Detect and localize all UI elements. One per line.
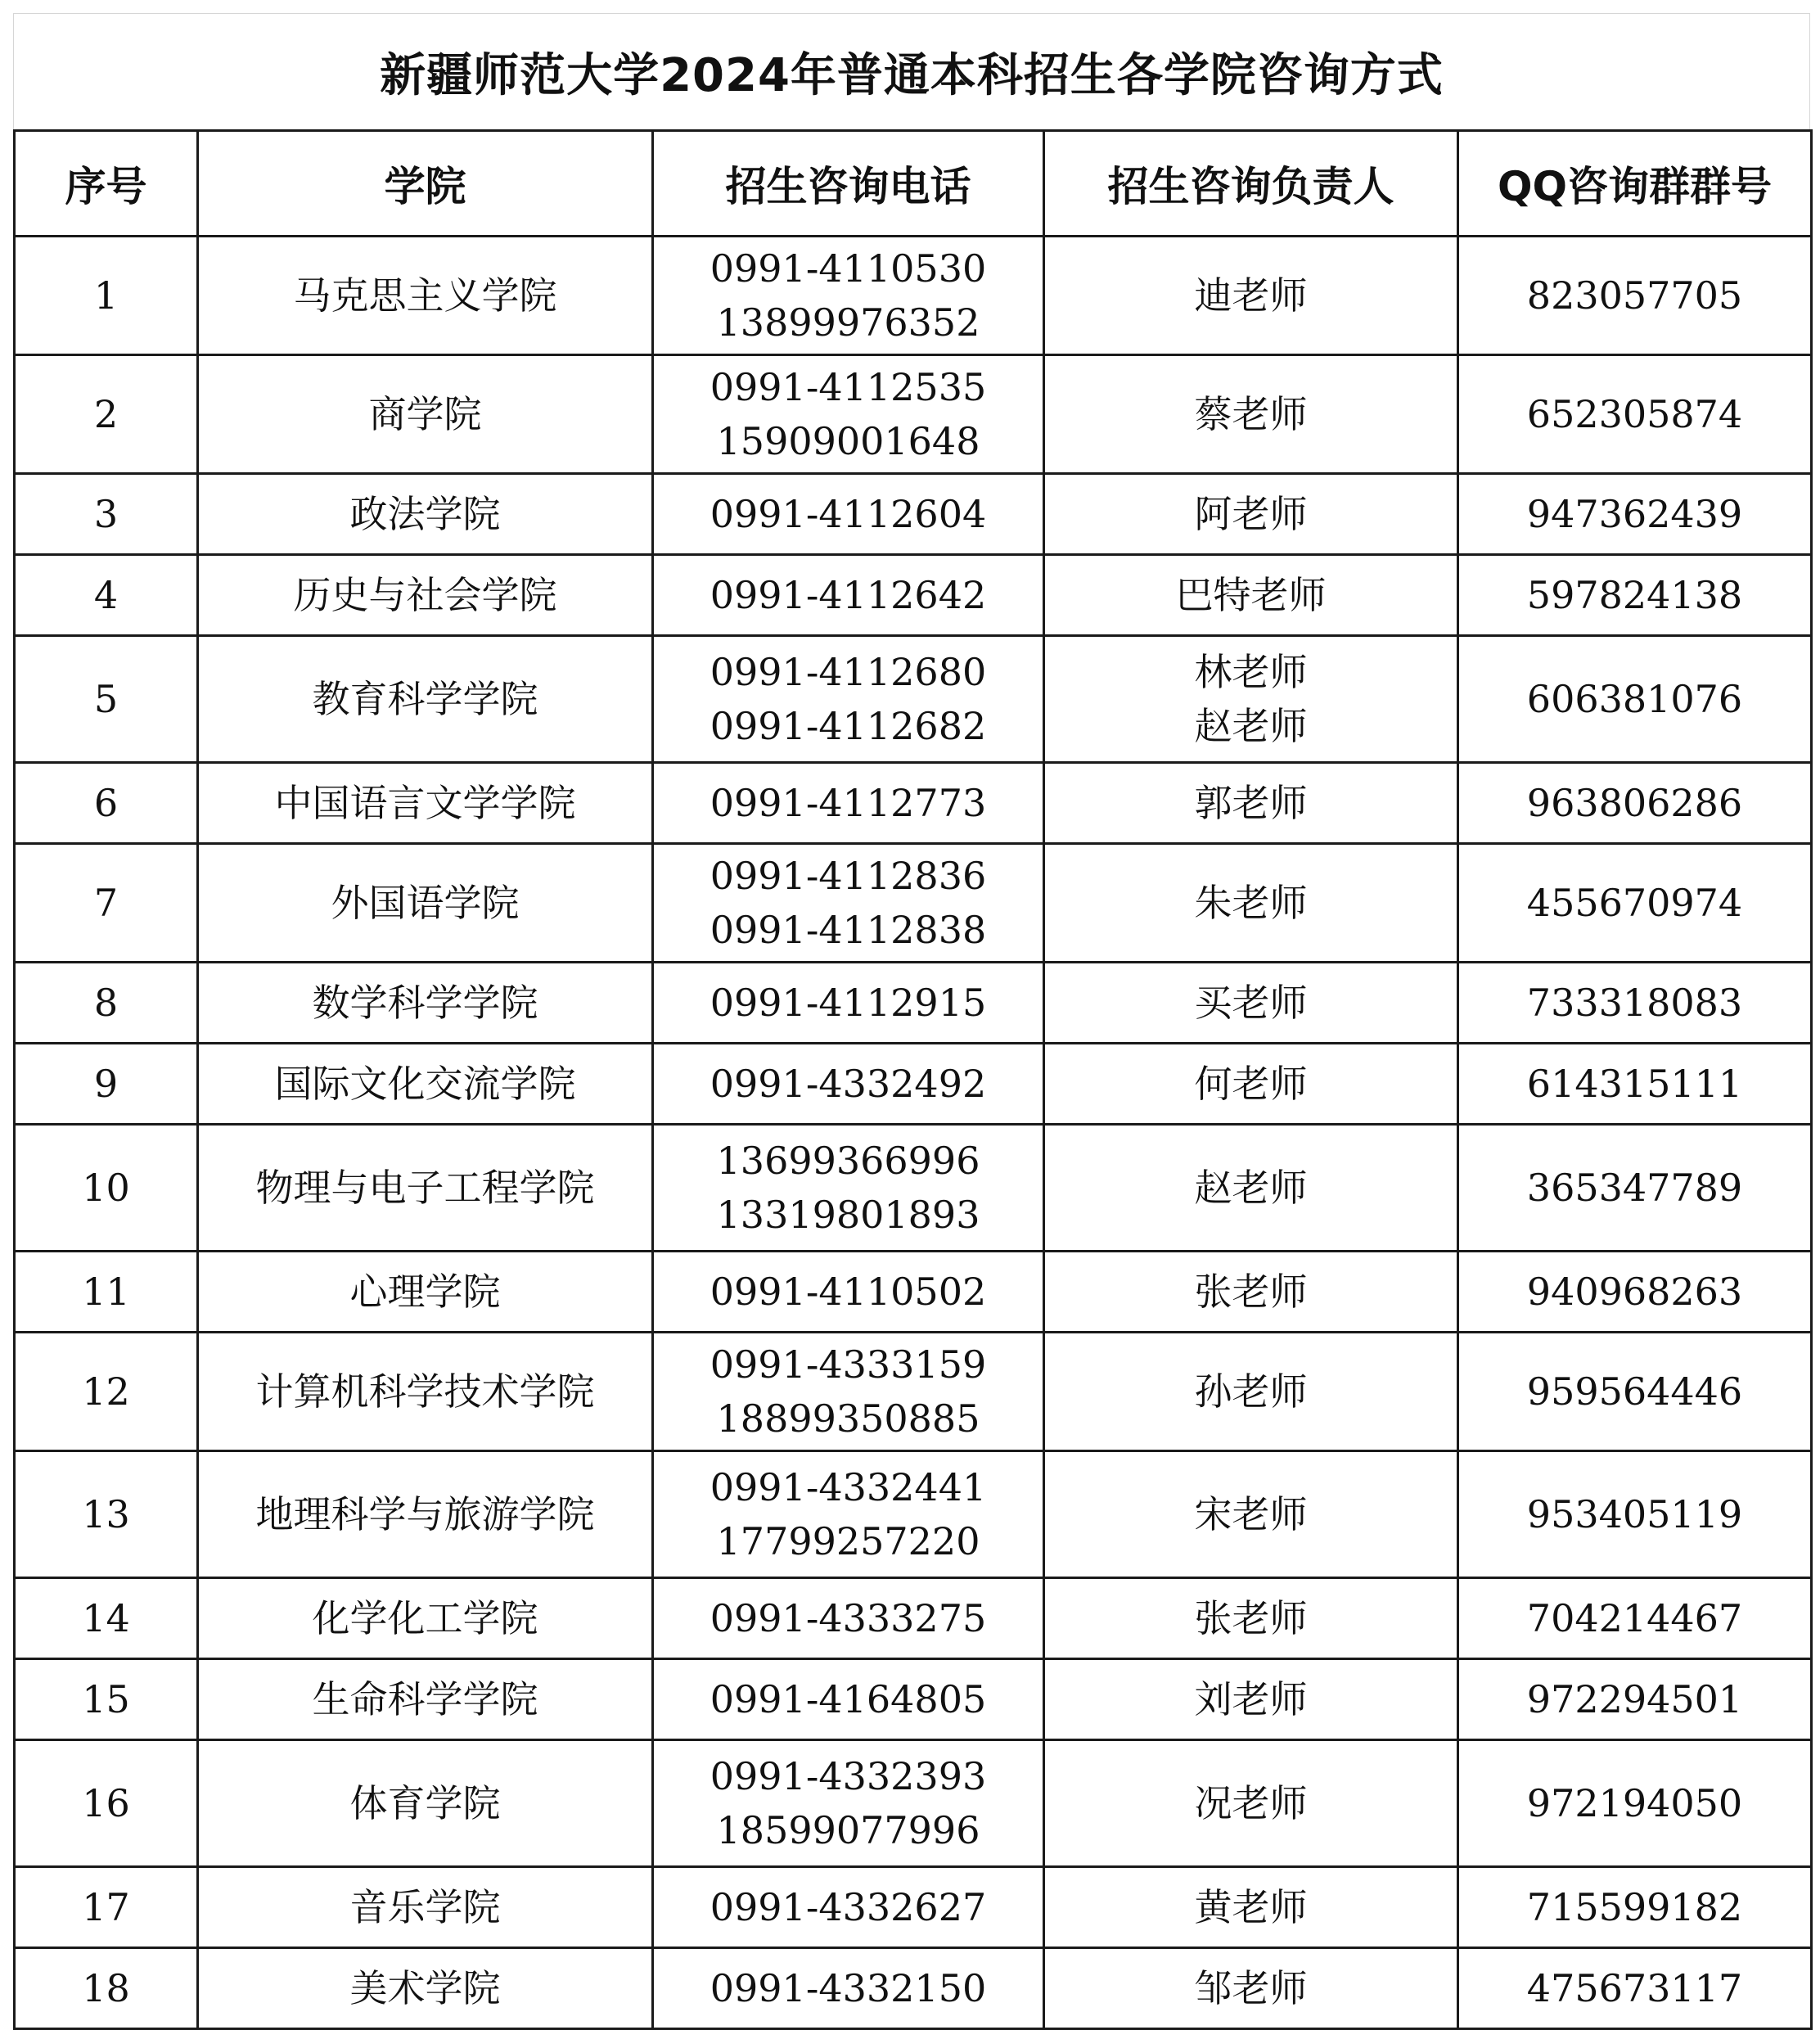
phone-line: 0991-4112535 bbox=[710, 365, 987, 409]
row-contact: 蔡老师 bbox=[1044, 355, 1458, 474]
row-qq: 365347789 bbox=[1458, 1125, 1812, 1252]
row-phone: 0991-4112604 bbox=[653, 474, 1044, 555]
row-index: 16 bbox=[15, 1740, 198, 1867]
table-row bbox=[15, 1125, 1812, 1252]
row-college: 商学院 bbox=[198, 355, 653, 474]
row-index: 9 bbox=[15, 1044, 198, 1125]
phone-line: 15909001648 bbox=[716, 419, 980, 463]
row-college: 外国语学院 bbox=[198, 844, 653, 963]
row-qq: 704214467 bbox=[1458, 1578, 1812, 1659]
row-qq: 940968263 bbox=[1458, 1252, 1812, 1333]
row-phone: 0991-4112642 bbox=[653, 555, 1044, 636]
row-phone: 0991-4110502 bbox=[653, 1252, 1044, 1333]
row-index: 6 bbox=[15, 763, 198, 844]
row-qq: 475673117 bbox=[1458, 1948, 1812, 2029]
row-index: 17 bbox=[15, 1867, 198, 1948]
row-college: 历史与社会学院 bbox=[198, 555, 653, 636]
row-phone bbox=[653, 1740, 1044, 1867]
contact-line: 赵老师 bbox=[1194, 704, 1308, 748]
row-contact: 赵老师 bbox=[1044, 1125, 1458, 1252]
phone-line: 0991-4112836 bbox=[710, 854, 987, 898]
row-phone: 0991-4164805 bbox=[653, 1659, 1044, 1740]
phone-line: 18899350885 bbox=[716, 1396, 980, 1441]
row-college: 马克思主义学院 bbox=[198, 237, 653, 355]
phone-line: 0991-4110530 bbox=[710, 246, 987, 291]
row-contact: 况老师 bbox=[1044, 1740, 1458, 1867]
phone-line: 13899976352 bbox=[716, 300, 980, 345]
row-qq: 823057705 bbox=[1458, 237, 1812, 355]
row-index: 18 bbox=[15, 1948, 198, 2029]
table-header-row bbox=[15, 131, 1812, 237]
table-row bbox=[15, 844, 1812, 963]
row-contact: 刘老师 bbox=[1044, 1659, 1458, 1740]
row-index: 1 bbox=[15, 237, 198, 355]
row-phone bbox=[653, 1125, 1044, 1252]
table-row bbox=[15, 1659, 1812, 1740]
row-index: 3 bbox=[15, 474, 198, 555]
row-contact: 郭老师 bbox=[1044, 763, 1458, 844]
row-phone bbox=[653, 1451, 1044, 1578]
row-phone bbox=[653, 237, 1044, 355]
row-index: 12 bbox=[15, 1333, 198, 1451]
phone-line: 18599077996 bbox=[716, 1808, 980, 1852]
row-contact: 朱老师 bbox=[1044, 844, 1458, 963]
row-contact: 张老师 bbox=[1044, 1578, 1458, 1659]
row-college: 音乐学院 bbox=[198, 1867, 653, 1948]
row-college: 教育科学学院 bbox=[198, 636, 653, 763]
table-row bbox=[15, 1451, 1812, 1578]
phone-line: 0991-4112680 bbox=[710, 650, 987, 694]
table-row bbox=[15, 1740, 1812, 1867]
row-qq: 606381076 bbox=[1458, 636, 1812, 763]
header-index: 序号 bbox=[15, 131, 198, 237]
phone-line: 0991-4332441 bbox=[710, 1465, 987, 1509]
phone-line: 13319801893 bbox=[716, 1193, 980, 1237]
row-index: 11 bbox=[15, 1252, 198, 1333]
row-college: 物理与电子工程学院 bbox=[198, 1125, 653, 1252]
contact-table bbox=[13, 129, 1813, 2030]
row-qq: 715599182 bbox=[1458, 1867, 1812, 1948]
row-contact bbox=[1044, 636, 1458, 763]
row-contact: 张老师 bbox=[1044, 1252, 1458, 1333]
row-qq: 972294501 bbox=[1458, 1659, 1812, 1740]
phone-line: 0991-4112682 bbox=[710, 704, 987, 748]
header-college: 学院 bbox=[198, 131, 653, 237]
table-row bbox=[15, 1867, 1812, 1948]
row-index: 7 bbox=[15, 844, 198, 963]
row-phone: 0991-4333275 bbox=[653, 1578, 1044, 1659]
row-index: 14 bbox=[15, 1578, 198, 1659]
row-qq: 963806286 bbox=[1458, 763, 1812, 844]
row-college: 体育学院 bbox=[198, 1740, 653, 1867]
row-index: 10 bbox=[15, 1125, 198, 1252]
row-qq: 597824138 bbox=[1458, 555, 1812, 636]
row-index: 13 bbox=[15, 1451, 198, 1578]
table-row bbox=[15, 1252, 1812, 1333]
header-qq: QQ咨询群群号 bbox=[1458, 131, 1812, 237]
row-college: 生命科学学院 bbox=[198, 1659, 653, 1740]
table-row bbox=[15, 555, 1812, 636]
row-qq: 959564446 bbox=[1458, 1333, 1812, 1451]
row-phone: 0991-4332150 bbox=[653, 1948, 1044, 2029]
phone-line: 0991-4332393 bbox=[710, 1754, 987, 1798]
row-college: 政法学院 bbox=[198, 474, 653, 555]
row-index: 8 bbox=[15, 963, 198, 1044]
table-row bbox=[15, 1333, 1812, 1451]
row-college: 国际文化交流学院 bbox=[198, 1044, 653, 1125]
row-contact: 迪老师 bbox=[1044, 237, 1458, 355]
phone-line: 13699366996 bbox=[716, 1139, 980, 1183]
row-phone: 0991-4332627 bbox=[653, 1867, 1044, 1948]
row-qq: 972194050 bbox=[1458, 1740, 1812, 1867]
row-qq: 947362439 bbox=[1458, 474, 1812, 555]
row-phone bbox=[653, 636, 1044, 763]
row-index: 15 bbox=[15, 1659, 198, 1740]
phone-line: 0991-4112838 bbox=[710, 908, 987, 952]
header-phone: 招生咨询电话 bbox=[653, 131, 1044, 237]
phone-line: 17799257220 bbox=[716, 1519, 980, 1563]
contact-line: 林老师 bbox=[1194, 650, 1308, 694]
row-college: 数学科学学院 bbox=[198, 963, 653, 1044]
table-row bbox=[15, 1578, 1812, 1659]
row-contact: 宋老师 bbox=[1044, 1451, 1458, 1578]
row-college: 化学化工学院 bbox=[198, 1578, 653, 1659]
row-contact: 巴特老师 bbox=[1044, 555, 1458, 636]
row-index: 5 bbox=[15, 636, 198, 763]
row-contact: 买老师 bbox=[1044, 963, 1458, 1044]
table-row bbox=[15, 1044, 1812, 1125]
row-phone bbox=[653, 355, 1044, 474]
row-index: 2 bbox=[15, 355, 198, 474]
row-contact: 孙老师 bbox=[1044, 1333, 1458, 1451]
table-row bbox=[15, 355, 1812, 474]
row-phone: 0991-4112915 bbox=[653, 963, 1044, 1044]
row-qq: 733318083 bbox=[1458, 963, 1812, 1044]
row-phone bbox=[653, 1333, 1044, 1451]
row-phone: 0991-4332492 bbox=[653, 1044, 1044, 1125]
row-college: 美术学院 bbox=[198, 1948, 653, 2029]
row-college: 中国语言文学学院 bbox=[198, 763, 653, 844]
phone-line: 0991-4333159 bbox=[710, 1342, 987, 1387]
row-qq: 953405119 bbox=[1458, 1451, 1812, 1578]
table-row bbox=[15, 963, 1812, 1044]
row-phone: 0991-4112773 bbox=[653, 763, 1044, 844]
table-row bbox=[15, 636, 1812, 763]
row-college: 心理学院 bbox=[198, 1252, 653, 1333]
row-contact: 邹老师 bbox=[1044, 1948, 1458, 2029]
row-qq: 652305874 bbox=[1458, 355, 1812, 474]
row-qq: 455670974 bbox=[1458, 844, 1812, 963]
table-row bbox=[15, 763, 1812, 844]
row-contact: 阿老师 bbox=[1044, 474, 1458, 555]
row-contact: 何老师 bbox=[1044, 1044, 1458, 1125]
row-phone bbox=[653, 844, 1044, 963]
row-qq: 614315111 bbox=[1458, 1044, 1812, 1125]
row-college: 计算机科学技术学院 bbox=[198, 1333, 653, 1451]
document-sheet bbox=[13, 13, 1810, 2010]
table-row bbox=[15, 474, 1812, 555]
table-row bbox=[15, 237, 1812, 355]
row-college: 地理科学与旅游学院 bbox=[198, 1451, 653, 1578]
row-contact: 黄老师 bbox=[1044, 1867, 1458, 1948]
document-title: 新疆师范大学2024年普通本科招生各学院咨询方式 bbox=[13, 13, 1810, 129]
header-contact: 招生咨询负责人 bbox=[1044, 131, 1458, 237]
table-row bbox=[15, 1948, 1812, 2029]
row-index: 4 bbox=[15, 555, 198, 636]
